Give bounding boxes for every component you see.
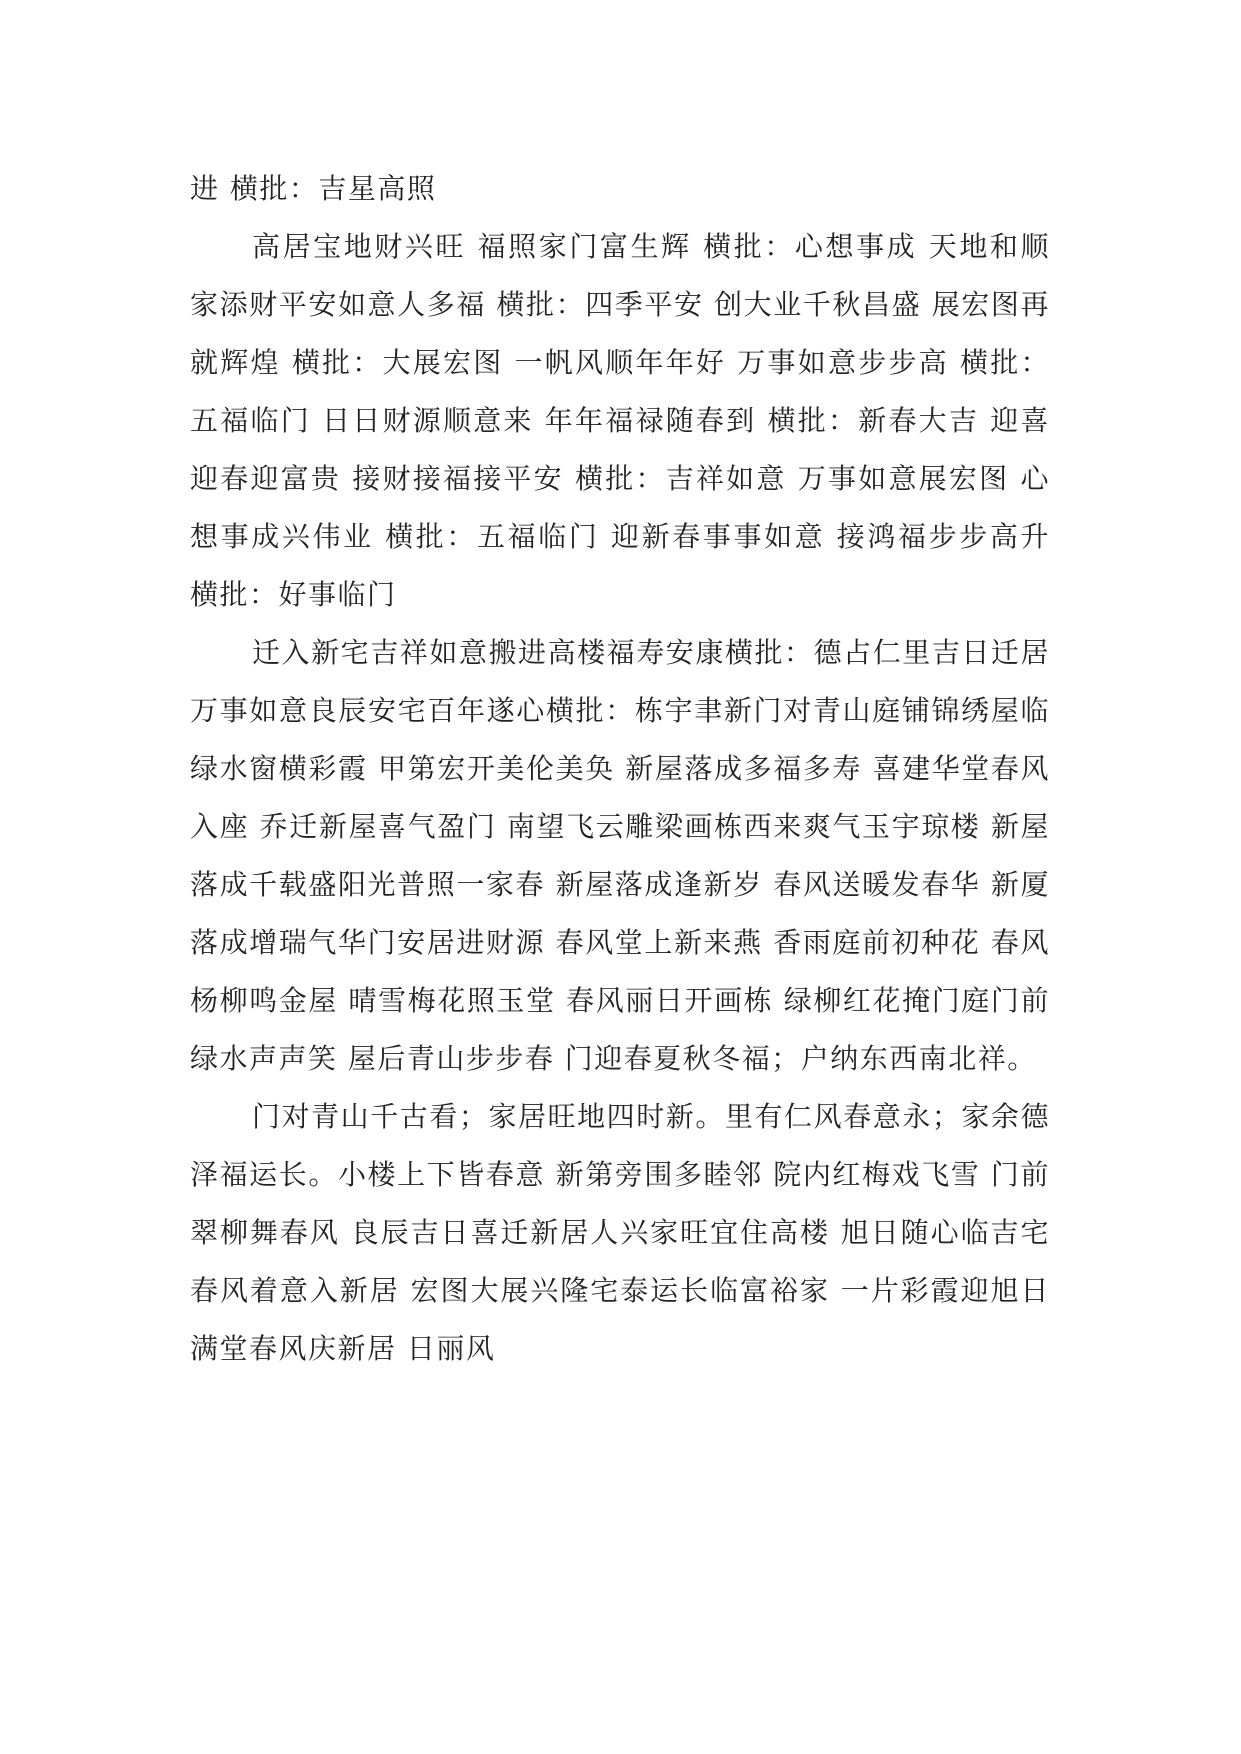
paragraph-3: 迁入新宅吉祥如意搬进高楼福寿安康横批：德占仁里吉日迁居万事如意良辰安宅百年遂心横批：栋宇聿新门对青山庭铺锦绣屋临绿水窗横彩霞 甲第宏开美伦美奂 新屋落成多福多寿 喜建华堂春风入座 乔迁新屋喜气盈门 南望飞云雕梁画栋西来爽气玉宇琼楼 新屋落成千载盛阳光普照一家春 新屋落成逢新岁 春风送暖发春华 新厦落成增瑞气华门安居进财源 春风堂上新来燕 香雨庭前初种花 春风杨柳鸣金屋 晴雪梅花照玉堂 春风丽日开画栋 绿柳红花掩门庭门前绿水声声笑 屋后青山步步春 门迎春夏秋冬福；户纳东西南北祥。	[190, 636, 1050, 1075]
document-body	[190, 160, 1050, 1378]
paragraph-2: 高居宝地财兴旺 福照家门富生辉 横批：心想事成 天地和顺家添财平安如意人多福 横批：四季平安 创大业千秋昌盛 展宏图再就辉煌 横批：大展宏图 一帆风顺年年好 万事如意步步高 横批：五福临门 日日财源顺意来 年年福禄随春到 横批：新春大吉 迎喜迎春迎富贵 接财接福接平安 横批：吉祥如意 万事如意展宏图 心想事成兴伟业 横批：五福临门 迎新春事事如意 接鸿福步步高升 横批：好事临门	[190, 230, 1050, 611]
paragraph-4: 门对青山千古看；家居旺地四时新。里有仁风春意永；家余德泽福运长。小楼上下皆春意 新第旁围多睦邻 院内红梅戏飞雪 门前翠柳舞春风 良辰吉日喜迁新居人兴家旺宜住高楼 旭日随心临吉宅春风着意入新居 宏图大展兴隆宅泰运长临富裕家 一片彩霞迎旭日满堂春风庆新居 日丽风	[190, 1100, 1050, 1365]
paragraph-1: 进 横批：吉星高照	[190, 172, 437, 205]
